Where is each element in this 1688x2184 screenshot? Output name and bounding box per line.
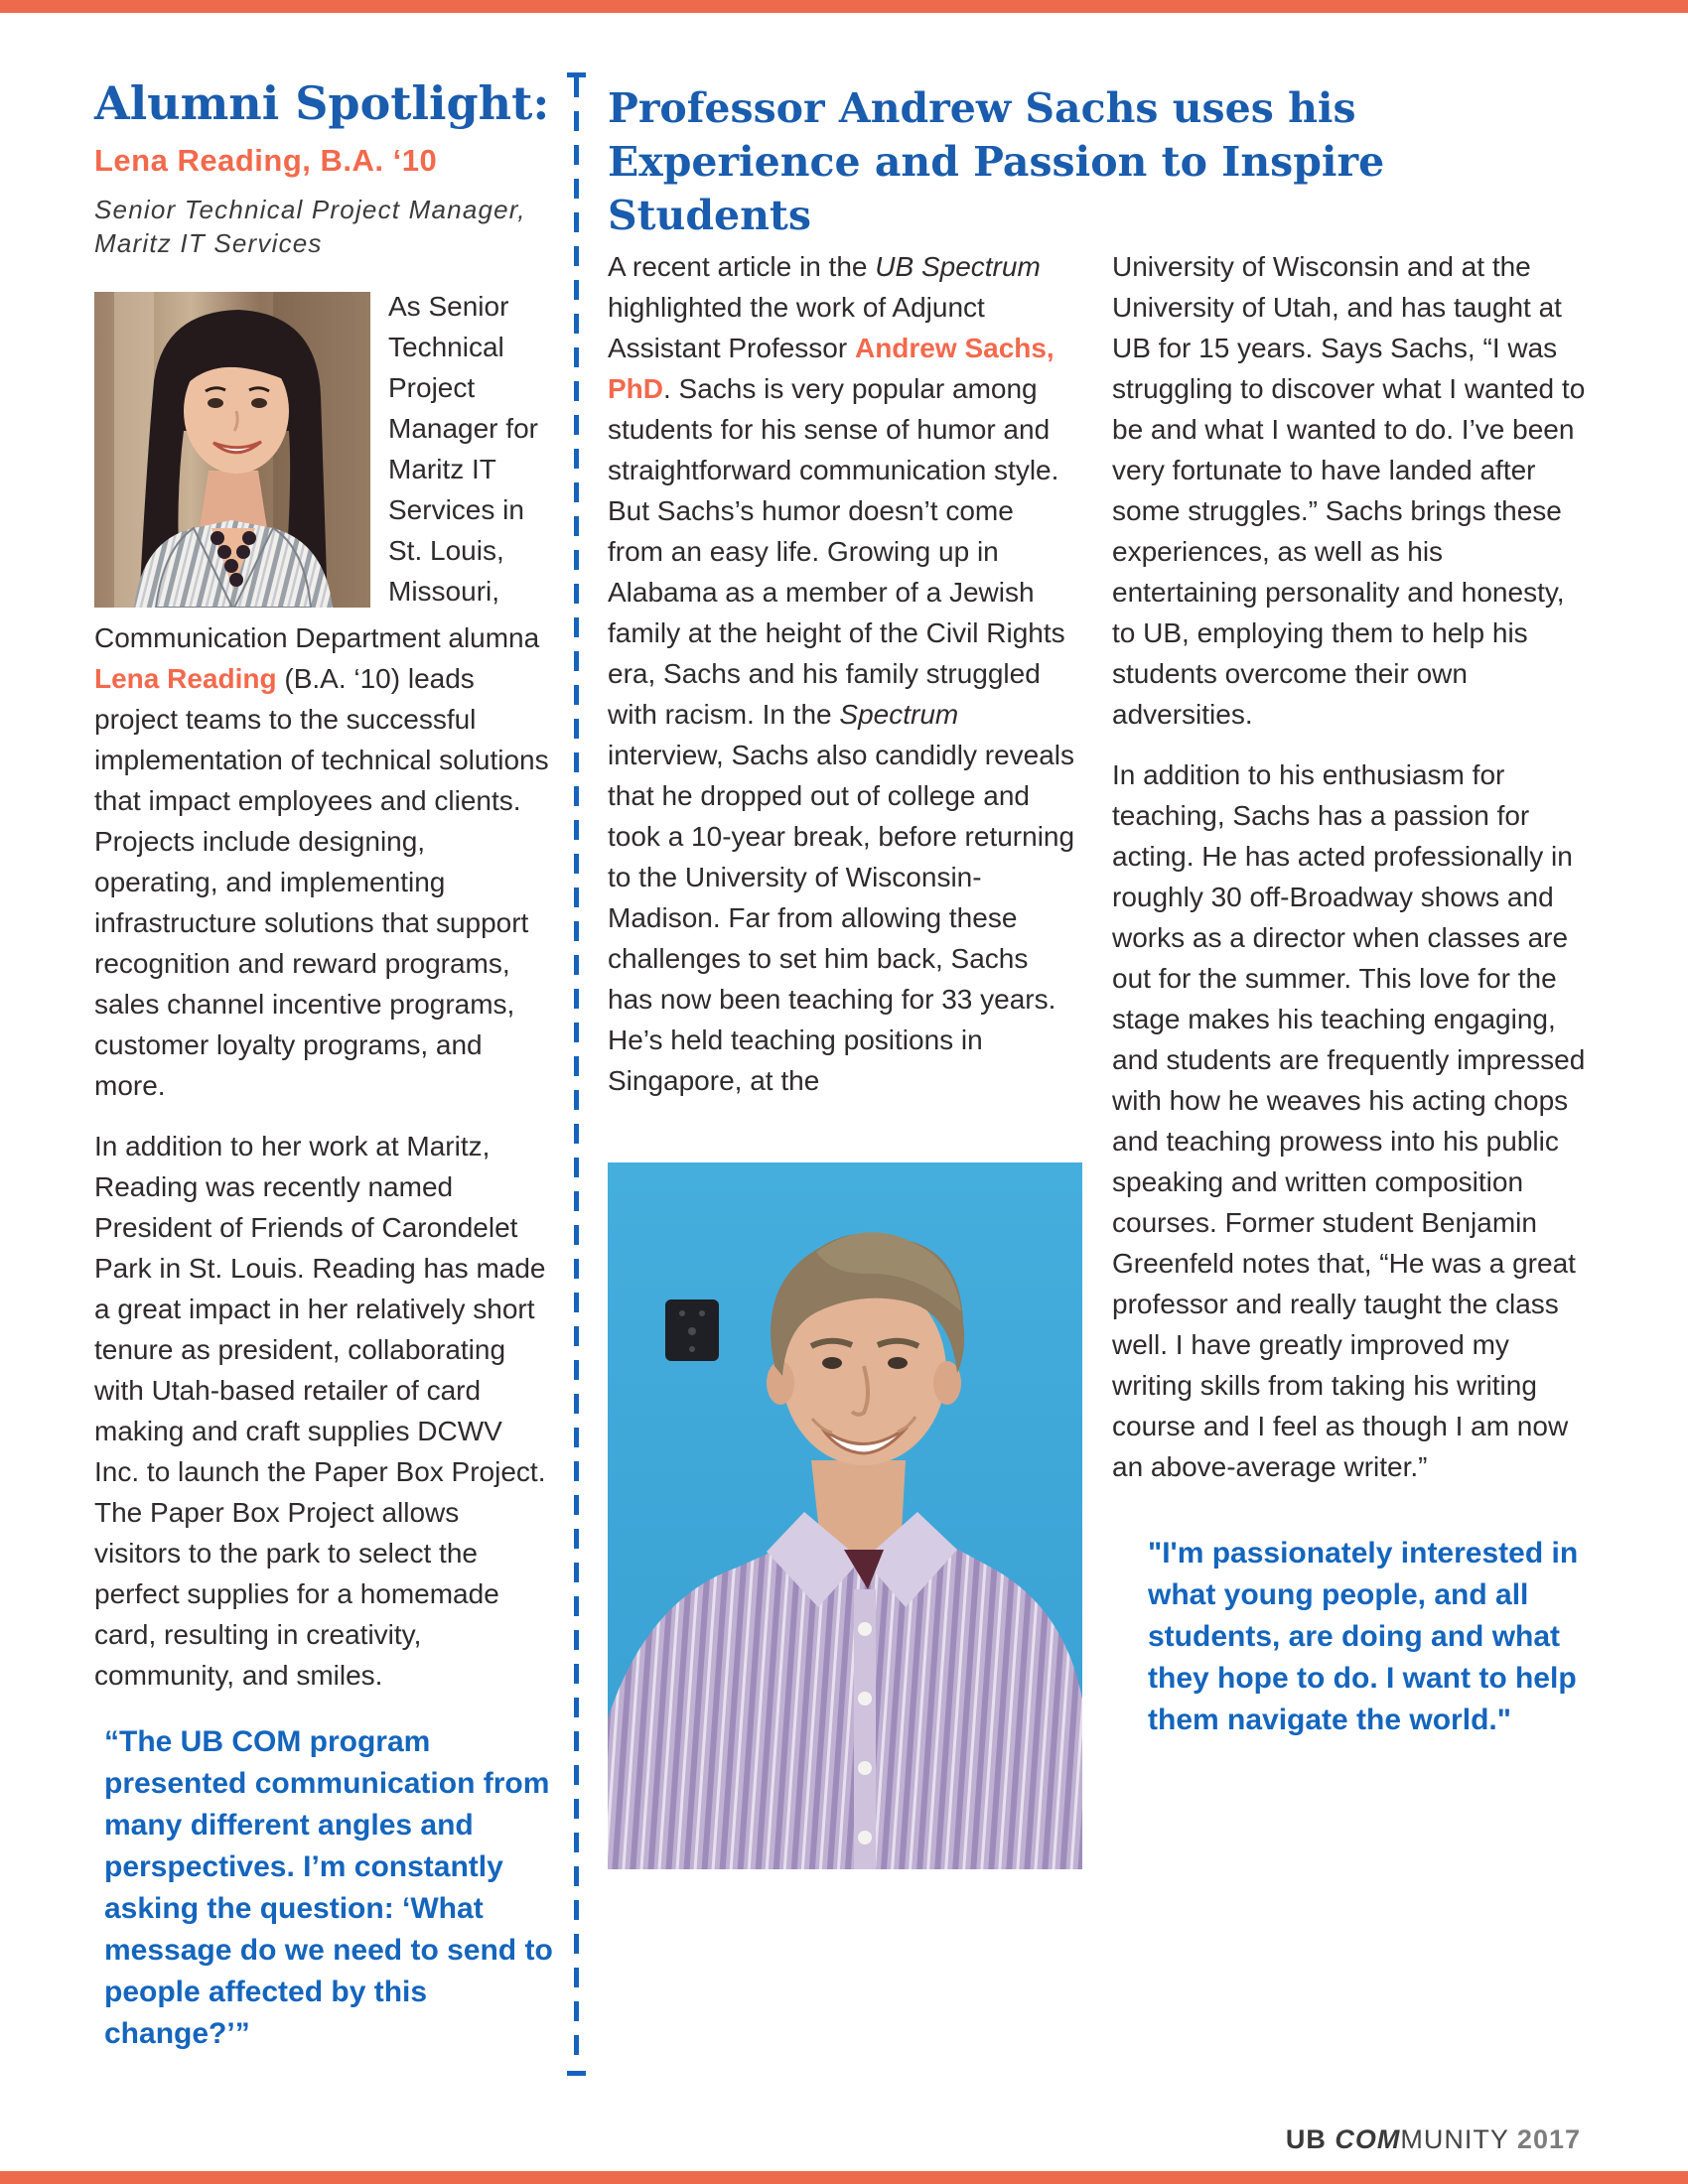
andrew-sachs-photo	[608, 1162, 1082, 1869]
alumna-name: Lena Reading, B.A. ‘10	[94, 143, 438, 178]
alumni-paragraph-1	[94, 286, 553, 1106]
article-paragraph-2: University of Wisconsin and at the University of Utah, and has taught at UB for 15 years. Says Sachs, “I was struggling to discover what I wanted to be and what I wanted to do. I’ve been very fortunate to have landed after some struggles.” Sachs brings these experiences, as well as his entertaining personality and honesty, to UB, employing them to help his students overcome their own adversities.	[1112, 251, 1586, 730]
top-orange-bar	[0, 0, 1688, 13]
alumni-paragraph-2: In addition to her work at Maritz, Reading was recently named President of Friends of Carondelet Park in St. Louis. Reading has made a great impact in her relatively short tenure as president, collaborating with Utah-based retailer of card making and craft supplies DCWV Inc. to launch the Paper Box Project. The Paper Box Project allows visitors to the park to select the perfect supplies for a homemade card, resulting in creativity, community, and smiles.	[94, 1131, 546, 1691]
alumni-paragraph-1-text: As Senior Technical Project Manager for Maritz IT Services in St. Louis, Missouri, Communication Department alumna Lena Reading (B.A. ‘10) leads project teams to the successful implementation of technical solutions that impact employees and clients. Projects include designing, operating, and implementing infrastructure solutions that support recognition and reward programs, sales channel incentive programs, customer loyalty programs, and more.	[94, 291, 549, 1101]
article-heading-line1: Professor Andrew Sachs uses his	[608, 84, 1356, 132]
article-heading	[608, 81, 1581, 242]
alumni-pull-quote: “The UB COM program presented communication from many different angles and perspectives. I’m constantly asking the question: ‘What message do we need to send to people affected by this change?’”	[104, 1725, 553, 2050]
article-paragraph-1: A recent article in the UB Spectrum highlighted the work of Adjunct Assistant Professor Andrew Sachs, PhD. Sachs is very popular among students for his sense of humor and straightforward communication style. But Sachs’s humor doesn’t come from an easy life. Growing up in Alabama as a member of a Jewish family at the height of the Civil Rights era, Sachs and his family struggled with racism. In the Spectrum interview, Sachs also candidly reveals that he dropped out of college and took a 10-year break, before returning to the University of Wisconsin-Madison. Far from allowing these challenges to set him back, Sachs has now been teaching for 33 years. He’s held teaching positions in Singapore, at the	[608, 251, 1075, 1096]
divider-bottom-cap	[567, 2071, 586, 2076]
footer-wordmark: UB COMMUNITY 2017	[1285, 2124, 1581, 2154]
article-column-2	[1112, 246, 1587, 1741]
article-paragraph-3: In addition to his enthusiasm for teaching, Sachs has a passion for acting. He has acted professionally in roughly 30 off-Broadway shows and works as a director when classes are out for the summer. This love for the stage makes his teaching engaging, and students are frequently impressed with how he weaves his acting chops and teaching prowess into his public speaking and written composition courses. Former student Benjamin Greenfeld notes that, “He was a great professor and really taught the class well. I have greatly improved my writing skills from taking his writing course and I feel as though I am now an above-average writer.”	[1112, 759, 1586, 1482]
alumni-spotlight-title: Alumni Spotlight:	[94, 76, 550, 130]
alumna-job-title: Senior Technical Project Manager, Maritz IT Services	[94, 195, 526, 258]
article-column-1	[608, 246, 1076, 1869]
dashed-column-divider	[574, 77, 579, 2069]
alumni-spotlight-column	[94, 75, 553, 2055]
article-heading-line2: Experience and Passion to Inspire Students	[608, 138, 1385, 239]
sachs-pull-quote: "I'm passionately interested in what young people, and all students, are doing and what they hope to do. I want to help them navigate the world."	[1148, 1537, 1579, 1736]
bottom-orange-bar	[0, 2171, 1688, 2184]
lena-reading-photo	[94, 292, 370, 608]
